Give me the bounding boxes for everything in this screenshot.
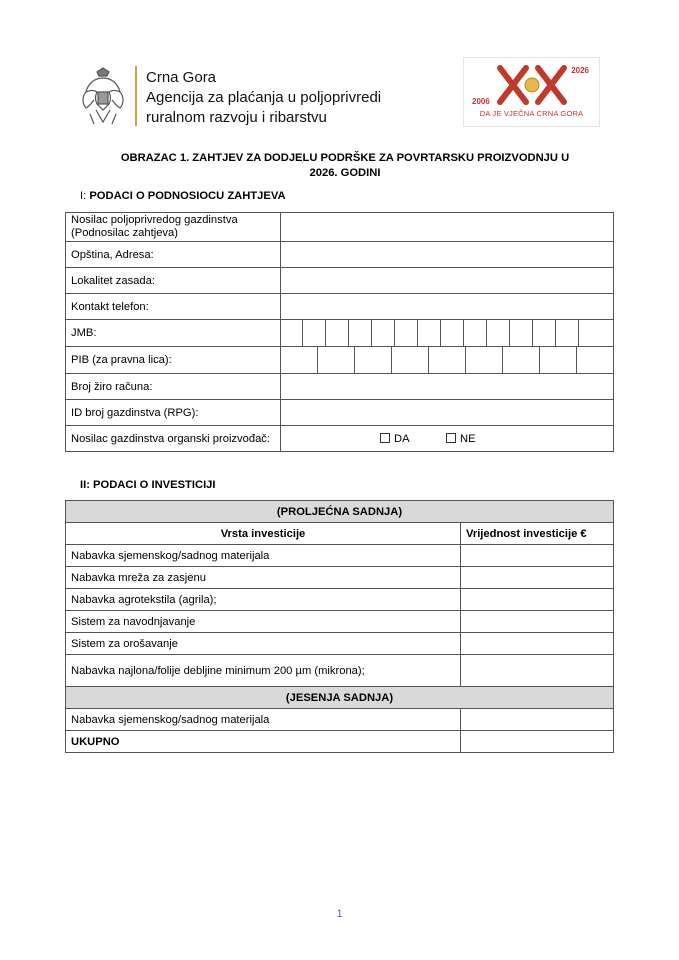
investment-value-input[interactable] <box>461 611 614 633</box>
jmb-digit-box[interactable] <box>302 320 325 346</box>
phone-input[interactable] <box>281 294 614 320</box>
investment-type: Nabavka sjemenskog/sadnog materijala <box>66 709 461 731</box>
table-row <box>66 347 614 374</box>
total-label: UKUPNO <box>66 731 461 753</box>
checkbox-da[interactable] <box>380 433 409 445</box>
page-number: 1 <box>336 908 343 920</box>
table-row <box>66 589 614 611</box>
jmb-digit-box[interactable] <box>555 320 578 346</box>
table-row <box>66 633 614 655</box>
table-row <box>66 268 614 294</box>
investment-value-input[interactable] <box>461 655 614 687</box>
jmb-digit-box[interactable] <box>578 320 601 346</box>
table-row <box>66 426 614 452</box>
jmb-digit-box[interactable] <box>486 320 509 346</box>
table-row <box>66 687 614 709</box>
table-row <box>66 523 614 545</box>
investment-type: Sistem za navodnjavanje <box>66 611 461 633</box>
option-label: NE <box>460 432 476 445</box>
checkbox-square-icon <box>446 433 456 443</box>
field-label: ID broj gazdinstva (RPG): <box>66 400 281 426</box>
field-label: Nosilac gazdinstva organski proizvođač: <box>66 426 281 452</box>
table-row <box>66 611 614 633</box>
jmb-digit-box[interactable] <box>348 320 371 346</box>
table-row <box>66 374 614 400</box>
section-heading-investment: II: PODACI O INVESTICIJI <box>80 479 216 491</box>
form-title <box>80 151 610 181</box>
field-label: PIB (za pravna lica): <box>66 347 281 374</box>
jmb-digit-box[interactable] <box>509 320 532 346</box>
table-row <box>66 545 614 567</box>
table-row <box>66 242 614 268</box>
field-label: Broj žiro računa: <box>66 374 281 400</box>
investment-type: Nabavka sjemenskog/sadnog materijala <box>66 545 461 567</box>
pib-digit-box[interactable] <box>539 347 576 373</box>
section-prefix: I: <box>80 190 90 202</box>
header-divider <box>135 66 137 126</box>
pib-digit-box[interactable] <box>502 347 539 373</box>
table-row <box>66 567 614 589</box>
holder-name-input[interactable] <box>281 213 614 242</box>
logo-tagline: DA JE VJEČNA CRNA GORA <box>479 109 584 118</box>
investment-table <box>65 500 614 753</box>
autumn-planting-header: (JESENJA SADNJA) <box>66 687 614 709</box>
investment-value-input[interactable] <box>461 589 614 611</box>
spring-planting-header: (PROLJEĆNA SADNJA) <box>66 501 614 523</box>
field-label: Opština, Adresa: <box>66 242 281 268</box>
jmb-digit-box[interactable] <box>417 320 440 346</box>
table-row <box>66 731 614 753</box>
investment-value-input[interactable] <box>461 633 614 655</box>
table-row <box>66 655 614 687</box>
pib-digit-box[interactable] <box>576 347 613 373</box>
table-row <box>66 320 614 347</box>
checkbox-ne[interactable] <box>446 433 476 445</box>
pib-digit-box[interactable] <box>465 347 502 373</box>
table-row <box>66 294 614 320</box>
option-label: DA <box>394 432 409 445</box>
title-line: 2026. GODINI <box>309 167 381 179</box>
pib-digit-box[interactable] <box>428 347 465 373</box>
agency-name <box>146 68 381 128</box>
table-row <box>66 501 614 523</box>
bank-account-input[interactable] <box>281 374 614 400</box>
investment-type: Nabavka agrotekstila (agrila); <box>66 589 461 611</box>
table-row <box>66 213 614 242</box>
anniversary-logo <box>463 57 600 127</box>
jmb-digit-box[interactable] <box>325 320 348 346</box>
pib-digit-box[interactable] <box>317 347 354 373</box>
pib-digit-box[interactable] <box>354 347 391 373</box>
column-header-value: Vrijednost investicije € <box>461 523 614 545</box>
jmb-digit-box[interactable] <box>394 320 417 346</box>
plantation-location-input[interactable] <box>281 268 614 294</box>
checkbox-square-icon <box>380 433 390 443</box>
jmb-digit-box[interactable] <box>463 320 486 346</box>
applicant-table <box>65 212 614 452</box>
org-line: ruralnom razvoju i ribarstvu <box>146 109 327 126</box>
field-label: Nosilac poljoprivredog gazdinstva (Podnosilac zahtjeva) <box>66 213 281 242</box>
investment-type: Sistem za orošavanje <box>66 633 461 655</box>
jmb-digit-box[interactable] <box>440 320 463 346</box>
investment-value-input[interactable] <box>461 709 614 731</box>
jmb-digit-box[interactable] <box>532 320 555 346</box>
pib-digit-box[interactable] <box>391 347 428 373</box>
org-line: Agencija za plaćanja u poljoprivredi <box>146 89 382 106</box>
pib-cells <box>281 347 614 374</box>
jmb-digit-box[interactable] <box>371 320 394 346</box>
total-value-input[interactable] <box>461 731 614 753</box>
investment-type: Nabavka najlona/folije debljine minimum 200 µm (mikrona); <box>66 655 461 687</box>
section-heading-applicant <box>80 190 286 202</box>
table-row <box>66 400 614 426</box>
organic-producer-options <box>281 426 614 452</box>
investment-value-input[interactable] <box>461 567 614 589</box>
title-line: OBRAZAC 1. ZAHTJEV ZA DODJELU PODRŠKE ZA POVRTARSKU PROIZVODNJU U <box>120 152 570 164</box>
investment-value-input[interactable] <box>461 545 614 567</box>
coat-of-arms-icon <box>80 66 126 128</box>
rpg-id-input[interactable] <box>281 400 614 426</box>
logo-year-end: 2026 <box>571 66 589 75</box>
table-row <box>66 709 614 731</box>
logo-year-start: 2006 <box>472 97 490 106</box>
investment-type: Nabavka mreža za zasjenu <box>66 567 461 589</box>
field-label: Kontakt telefon: <box>66 294 281 320</box>
section-title: PODACI O PODNOSIOCU ZAHTJEVA <box>89 190 286 202</box>
org-line: Crna Gora <box>146 69 217 86</box>
address-input[interactable] <box>281 242 614 268</box>
column-header-type: Vrsta investicije <box>66 523 461 545</box>
jmb-cells <box>281 320 614 347</box>
field-label: Lokalitet zasada: <box>66 268 281 294</box>
field-label: JMB: <box>66 320 281 347</box>
